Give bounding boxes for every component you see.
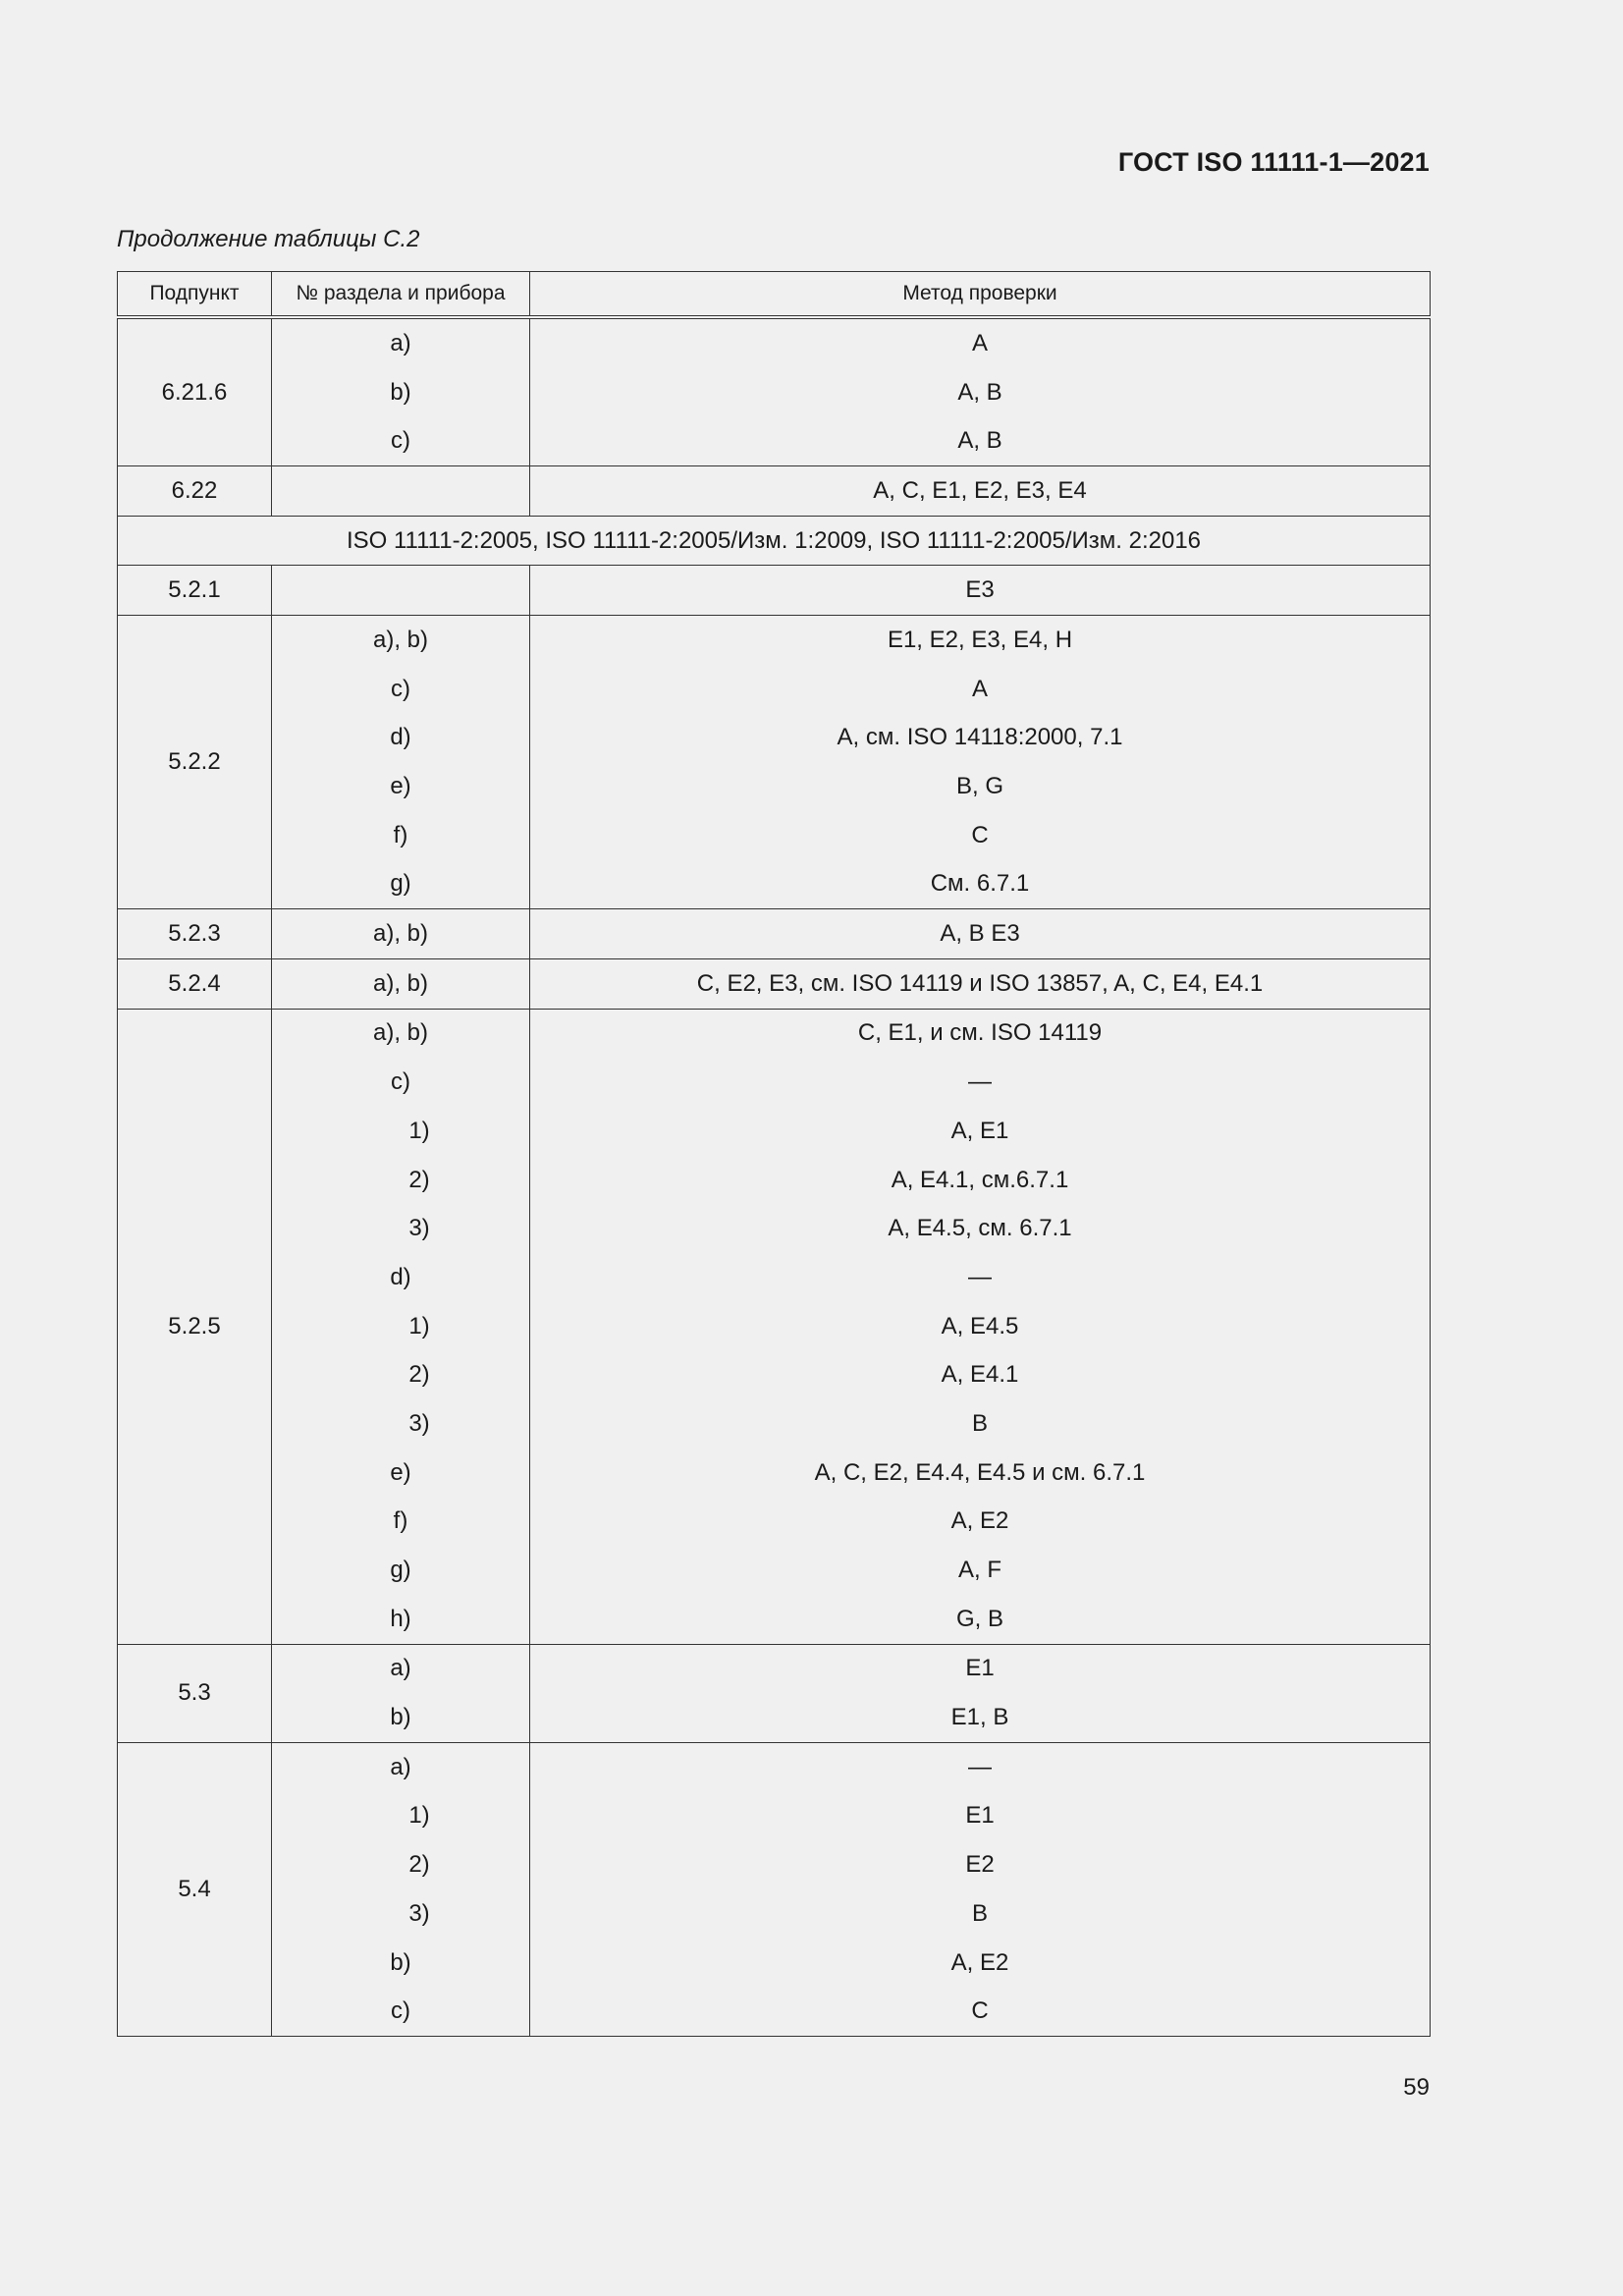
item-label: 1) [408, 1312, 430, 1339]
item-label: a), b) [372, 969, 428, 997]
item-cell [272, 416, 530, 465]
item-cell [272, 909, 530, 959]
item-cell [272, 1792, 530, 1841]
item-cell [272, 1644, 530, 1693]
method-cell: A, B E3 [530, 909, 1431, 959]
item-cell [272, 714, 530, 763]
table-row [118, 1595, 1431, 1644]
item-label: a), b) [372, 626, 428, 653]
item-cell [272, 1987, 530, 2036]
item-label: d) [390, 724, 411, 751]
subclause-cell: 5.2.2 [118, 616, 272, 909]
item-label: d) [390, 1263, 411, 1290]
method-cell: A, E4.1, см.6.7.1 [530, 1156, 1431, 1205]
item-cell [272, 566, 530, 616]
table-row [118, 665, 1431, 714]
item-label: g) [390, 870, 411, 898]
method-cell: E1 [530, 1644, 1431, 1693]
item-cell [272, 1350, 530, 1399]
table-row [118, 909, 1431, 959]
table-row [118, 616, 1431, 665]
method-cell: См. 6.7.1 [530, 860, 1431, 909]
method-cell: A, E4.1 [530, 1350, 1431, 1399]
item-cell [272, 1595, 530, 1644]
method-cell: E1, E2, E3, E4, H [530, 616, 1431, 665]
table-row [118, 1253, 1431, 1302]
item-cell [272, 1399, 530, 1449]
item-label: a) [390, 329, 411, 356]
item-cell [272, 466, 530, 517]
table-row [118, 1987, 1431, 2036]
item-label: b) [390, 378, 411, 406]
method-cell: E1 [530, 1792, 1431, 1841]
table-row [118, 714, 1431, 763]
method-cell: C, E1, и см. ISO 14119 [530, 1009, 1431, 1058]
table-row [118, 1693, 1431, 1742]
subclause-cell: 6.21.6 [118, 317, 272, 466]
item-cell [272, 1889, 530, 1939]
method-cell: A, E4.5, см. 6.7.1 [530, 1204, 1431, 1253]
method-cell: A, E1 [530, 1107, 1431, 1156]
item-cell [272, 1840, 530, 1889]
item-label: c) [391, 1068, 410, 1096]
subclause-cell: 5.2.1 [118, 566, 272, 616]
method-cell: B [530, 1889, 1431, 1939]
table-row [118, 1840, 1431, 1889]
item-label: e) [390, 773, 411, 800]
method-cell: — [530, 1058, 1431, 1107]
method-cell: A [530, 317, 1431, 368]
method-cell: C [530, 811, 1431, 860]
item-cell [272, 616, 530, 665]
item-label: 3) [408, 1409, 430, 1437]
table-row [118, 1058, 1431, 1107]
table-row [118, 566, 1431, 616]
item-cell [272, 1742, 530, 1791]
item-label: 3) [408, 1899, 430, 1927]
item-cell [272, 1156, 530, 1205]
item-label: 2) [408, 1166, 430, 1193]
method-cell: E1, B [530, 1693, 1431, 1742]
table-row [118, 368, 1431, 417]
column-header-method: Метод проверки [530, 272, 1431, 318]
method-cell: A, E4.5 [530, 1302, 1431, 1351]
item-label: a), b) [372, 1019, 428, 1047]
item-cell [272, 1449, 530, 1498]
item-label: e) [390, 1458, 411, 1486]
item-cell [272, 1939, 530, 1988]
method-cell: C, E2, E3, см. ISO 14119 и ISO 13857, A, C, E4, E4.1 [530, 958, 1431, 1009]
subclause-cell: 6.22 [118, 466, 272, 517]
item-label: c) [391, 427, 410, 455]
item-cell [272, 317, 530, 368]
method-cell: A, C, E1, E2, E3, E4 [530, 466, 1431, 517]
item-label: a) [390, 1655, 411, 1682]
column-header-subclause: Подпункт [118, 272, 272, 318]
table-row [118, 1399, 1431, 1449]
verification-table [117, 271, 1431, 2037]
table-row [118, 1889, 1431, 1939]
subclause-cell: 5.2.4 [118, 958, 272, 1009]
item-label: a), b) [372, 920, 428, 948]
subclause-cell: 5.2.3 [118, 909, 272, 959]
method-cell: E2 [530, 1840, 1431, 1889]
item-cell [272, 1546, 530, 1595]
item-label: 1) [408, 1117, 430, 1144]
column-header-item: № раздела и прибора [272, 272, 530, 318]
item-cell [272, 1302, 530, 1351]
table-row [118, 416, 1431, 465]
item-cell [272, 665, 530, 714]
item-label: g) [390, 1557, 411, 1584]
table-row [118, 1449, 1431, 1498]
subclause-cell: 5.3 [118, 1644, 272, 1742]
table-row [118, 1644, 1431, 1693]
table-row [118, 958, 1431, 1009]
method-cell: A, C, E2, E4.4, E4.5 и см. 6.7.1 [530, 1449, 1431, 1498]
subclause-cell: 5.4 [118, 1742, 272, 2036]
method-cell: G, B [530, 1595, 1431, 1644]
table-row [118, 1498, 1431, 1547]
item-cell [272, 860, 530, 909]
method-cell: A, см. ISO 14118:2000, 7.1 [530, 714, 1431, 763]
item-label: 2) [408, 1361, 430, 1389]
table-row [118, 1792, 1431, 1841]
table-row [118, 860, 1431, 909]
item-cell [272, 1107, 530, 1156]
table-row [118, 1350, 1431, 1399]
method-cell: A, B [530, 416, 1431, 465]
item-cell [272, 1253, 530, 1302]
item-label: 1) [408, 1802, 430, 1830]
item-cell [272, 1693, 530, 1742]
item-label: c) [391, 1997, 410, 2025]
item-label: f) [393, 821, 408, 848]
table-caption: Продолжение таблицы С.2 [117, 226, 420, 252]
table-row [118, 1939, 1431, 1988]
method-cell: B, G [530, 762, 1431, 811]
method-cell: B [530, 1399, 1431, 1449]
method-cell: A, E2 [530, 1939, 1431, 1988]
table-row [118, 1156, 1431, 1205]
method-cell: — [530, 1742, 1431, 1791]
table-row [118, 317, 1431, 368]
method-cell: A, E2 [530, 1498, 1431, 1547]
item-label: c) [391, 675, 410, 702]
item-cell [272, 762, 530, 811]
item-label: f) [393, 1507, 408, 1535]
table-container [117, 271, 1430, 2037]
table-row [118, 1107, 1431, 1156]
table-section-row [118, 516, 1431, 566]
item-cell [272, 811, 530, 860]
document-id: ГОСТ ISO 11111-1—2021 [1117, 147, 1430, 177]
method-cell: A [530, 665, 1431, 714]
table-row [118, 1546, 1431, 1595]
table-row [118, 1742, 1431, 1791]
item-label: b) [390, 1704, 411, 1731]
section-standards-cell: ISO 11111-2:2005, ISO 11111-2:2005/Изм. 1:2009, ISO 11111-2:2005/Изм. 2:2016 [118, 516, 1431, 566]
table-header-row [118, 272, 1431, 318]
table-row [118, 1302, 1431, 1351]
item-cell [272, 1058, 530, 1107]
table-body [118, 317, 1431, 2037]
item-label: h) [390, 1605, 411, 1632]
item-cell [272, 958, 530, 1009]
table-row [118, 1009, 1431, 1058]
method-cell: A, F [530, 1546, 1431, 1595]
item-label: 3) [408, 1215, 430, 1242]
page-number: 59 [1403, 2074, 1430, 2101]
table-row [118, 762, 1431, 811]
item-label: a) [390, 1753, 411, 1780]
method-cell: — [530, 1253, 1431, 1302]
item-label: b) [390, 1948, 411, 1976]
item-cell [272, 1498, 530, 1547]
method-cell: C [530, 1987, 1431, 2036]
method-cell: A, B [530, 368, 1431, 417]
table-row [118, 1204, 1431, 1253]
subclause-cell: 5.2.5 [118, 1009, 272, 1644]
table-row [118, 811, 1431, 860]
item-cell [272, 368, 530, 417]
item-label: 2) [408, 1851, 430, 1879]
item-cell [272, 1204, 530, 1253]
table-row [118, 466, 1431, 517]
method-cell: E3 [530, 566, 1431, 616]
item-cell [272, 1009, 530, 1058]
